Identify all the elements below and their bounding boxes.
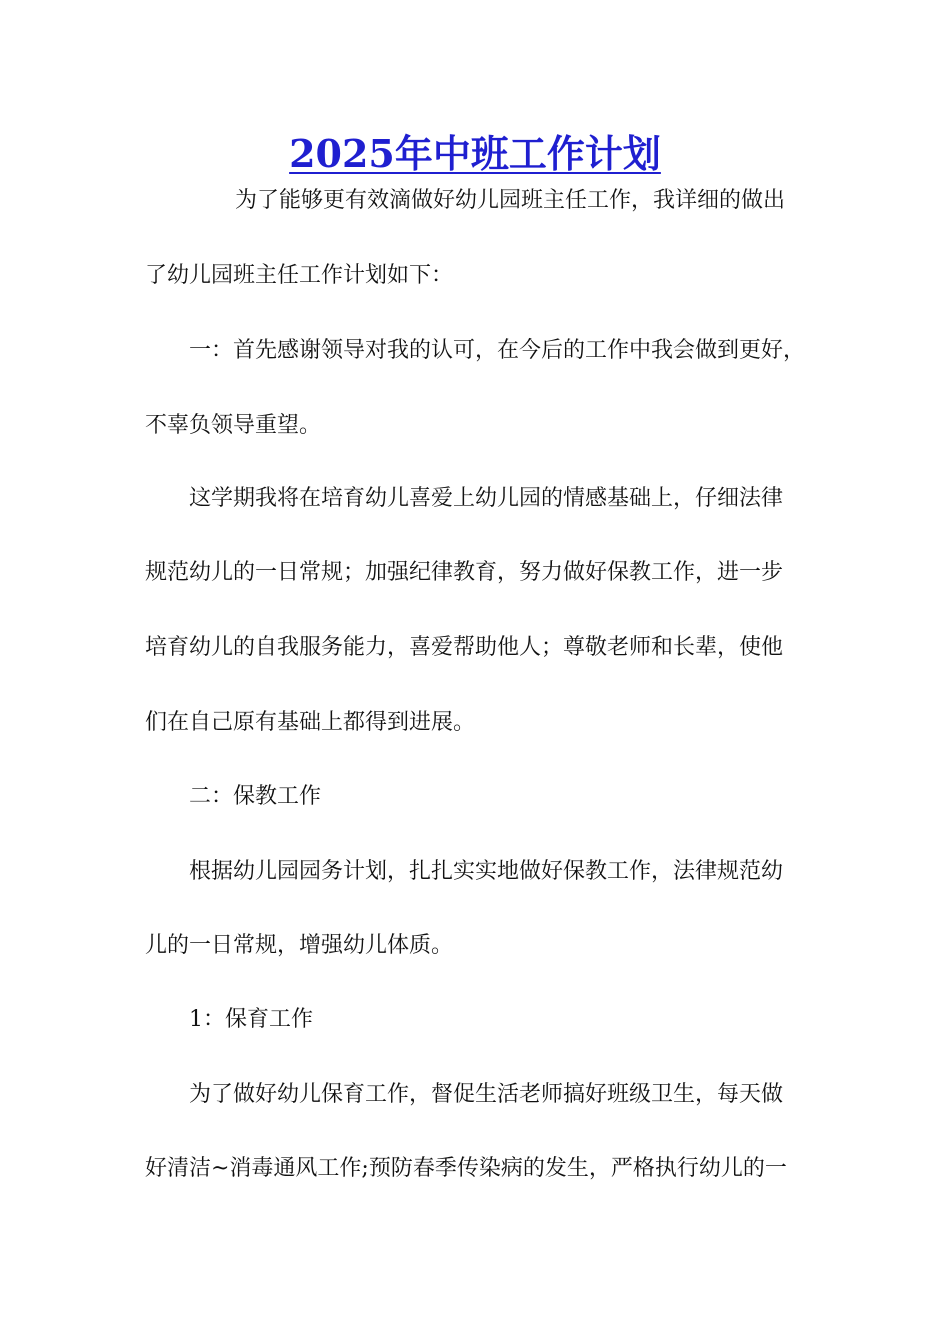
text-line: 们在自己原有基础上都得到进展。 xyxy=(145,710,476,735)
section-heading: 二：保教工作 xyxy=(189,784,322,809)
text-line: 了幼儿园班主任工作计划如下： xyxy=(145,263,454,288)
text-line: 为了能够更有效滴做好幼儿园班主任工作，我详细的做出 xyxy=(235,188,786,213)
subsection-heading: 1：保育工作 xyxy=(189,1007,313,1032)
text-line: 好清洁~消毒通风工作;预防春季传染病的发生，严格执行幼儿的一 xyxy=(145,1156,787,1181)
text-line: 一：首先感谢领导对我的认可，在今后的工作中我会做到更好， xyxy=(189,338,806,363)
text-line: 为了做好幼儿保育工作，督促生活老师搞好班级卫生，每天做 xyxy=(189,1082,784,1107)
text-line: 根据幼儿园园务计划，扎扎实实地做好保教工作，法律规范幼 xyxy=(189,859,784,884)
text-line: 培育幼儿的自我服务能力，喜爱帮助他人；尊敬老师和长辈，使他 xyxy=(145,635,784,660)
text-line: 这学期我将在培育幼儿喜爱上幼儿园的情感基础上，仔细法律 xyxy=(189,486,784,511)
text-line: 规范幼儿的一日常规；加强纪律教育，努力做好保教工作，进一步 xyxy=(145,560,784,585)
text-line: 儿的一日常规，增强幼儿体质。 xyxy=(145,933,454,958)
text-line: 不辜负领导重望。 xyxy=(145,413,322,438)
document-title: 2025年中班工作计划 xyxy=(289,131,661,176)
